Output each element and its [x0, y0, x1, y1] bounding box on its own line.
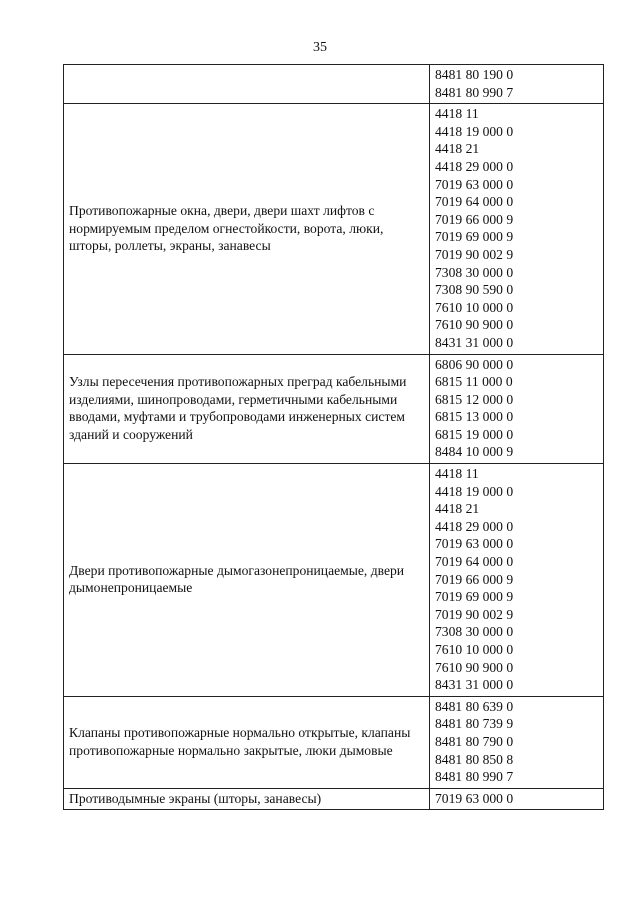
code-line: 8481 80 639 0 — [435, 698, 514, 714]
codes-cell — [430, 696, 604, 788]
table-row — [64, 65, 604, 104]
codes-cell — [430, 65, 604, 104]
table-row — [64, 354, 604, 464]
table-row — [64, 464, 604, 697]
code-line: 7610 90 900 0 — [435, 659, 514, 675]
table-row — [64, 696, 604, 788]
description-cell: Противодымные экраны (шторы, занавесы) — [64, 788, 430, 810]
code-line: 7019 69 000 9 — [435, 229, 514, 245]
code-line: 7019 90 002 9 — [435, 606, 514, 622]
code-line: 7019 69 000 9 — [435, 589, 514, 605]
description-cell: Двери противопожарные дымогазонепроницаемые, двери дымонепроницаемые — [64, 464, 430, 697]
codes-cell — [430, 354, 604, 464]
code-line: 4418 21 — [435, 501, 480, 517]
code-line: 4418 29 000 0 — [435, 518, 514, 534]
codes-cell — [430, 788, 604, 810]
code-line: 8481 80 990 7 — [435, 769, 514, 785]
code-line: 7019 66 000 9 — [435, 211, 514, 227]
code-line: 6815 11 000 0 — [435, 374, 513, 390]
code-line: 7019 66 000 9 — [435, 571, 514, 587]
code-line: 7308 30 000 0 — [435, 264, 514, 280]
code-line: 4418 11 — [435, 466, 479, 482]
code-line: 4418 21 — [435, 141, 480, 157]
code-line: 7610 10 000 0 — [435, 299, 514, 315]
code-line: 8481 80 850 8 — [435, 751, 514, 767]
table-row — [64, 104, 604, 354]
code-line: 6815 12 000 0 — [435, 391, 514, 407]
code-line: 4418 29 000 0 — [435, 158, 514, 174]
code-line: 6815 13 000 0 — [435, 409, 514, 425]
code-line: 8481 80 190 0 — [435, 67, 514, 82]
code-line: 8484 10 000 9 — [435, 444, 514, 460]
code-line: 4418 11 — [435, 106, 479, 122]
code-line: 8481 80 990 7 — [435, 84, 514, 100]
description-cell — [64, 65, 430, 104]
table-row — [64, 788, 604, 810]
code-line: 7019 63 000 0 — [435, 176, 514, 192]
code-line: 6815 19 000 0 — [435, 426, 514, 442]
code-line: 7308 90 590 0 — [435, 282, 514, 298]
code-line: 7610 90 900 0 — [435, 317, 514, 333]
code-line: 6806 90 000 0 — [435, 356, 514, 372]
description-cell: Клапаны противопожарные нормально открытые, клапаны противопожарные нормально закрытые, люки дымовые — [64, 696, 430, 788]
description-cell: Узлы пересечения противопожарных преград кабельными изделиями, шинопроводами, герметичными кабельными вводами, муфтами и трубопроводами инженерных систем зданий и сооружений — [64, 354, 430, 464]
code-line: 7019 90 002 9 — [435, 246, 514, 262]
page-number: 35 — [313, 40, 327, 55]
description-cell: Противопожарные окна, двери, двери шахт лифтов с нормируемым пределом огнестойкости, ворота, люки, шторы, роллеты, экраны, занавесы — [64, 104, 430, 354]
code-line: 7019 63 000 0 — [435, 536, 514, 552]
product-codes-table — [63, 64, 604, 810]
code-line: 7019 64 000 0 — [435, 194, 514, 210]
code-line: 7610 10 000 0 — [435, 642, 514, 657]
code-line: 4418 19 000 0 — [435, 483, 514, 499]
code-line: 8481 80 739 9 — [435, 716, 514, 732]
code-line: 7308 30 000 0 — [435, 624, 514, 640]
code-line: 8431 31 000 0 — [435, 334, 514, 350]
code-line: 8431 31 000 0 — [435, 677, 514, 693]
code-line: 8481 80 790 0 — [435, 733, 514, 749]
code-line: 7019 64 000 0 — [435, 554, 514, 570]
code-line: 7019 63 000 0 — [435, 790, 514, 806]
code-line: 4418 19 000 0 — [435, 123, 514, 139]
codes-cell — [430, 104, 604, 354]
codes-cell — [430, 464, 604, 697]
